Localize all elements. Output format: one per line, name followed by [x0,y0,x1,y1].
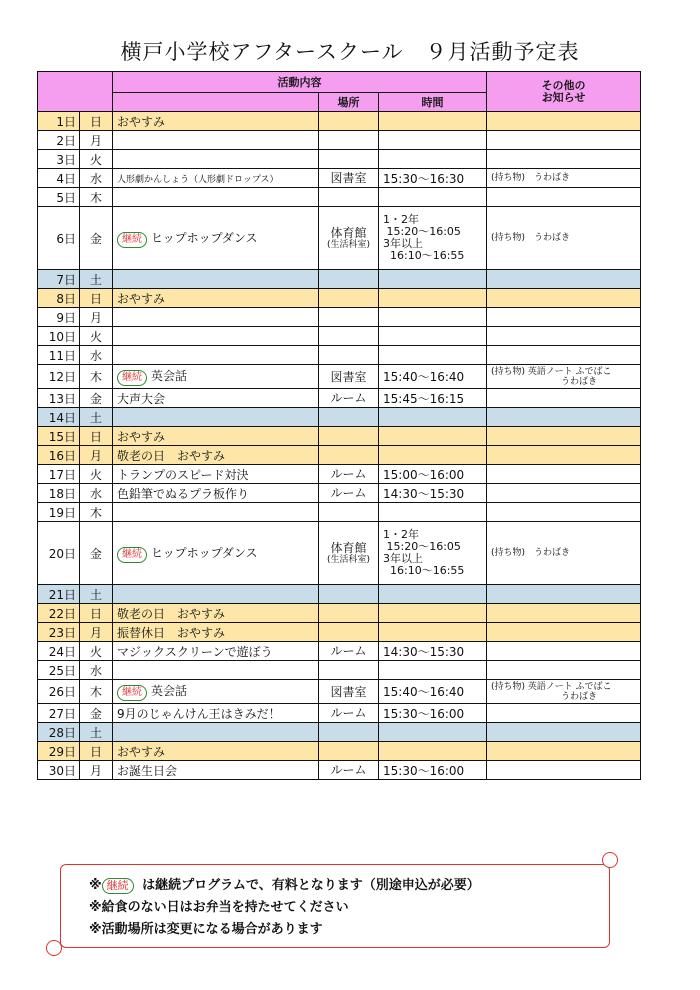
schedule-row [38,642,641,661]
schedule-row [38,661,641,680]
activity-cell [113,308,319,327]
date-cell: 9日 [38,308,80,327]
time-cell: 15:00〜16:00 [379,465,487,484]
time-line: 3年以上 [383,552,423,565]
time-cell: 15:30〜16:00 [379,761,487,780]
schedule-row [38,289,641,308]
note-cell [487,623,641,642]
time-cell: 14:30〜15:30 [379,642,487,661]
activity-cell [113,112,319,131]
activity-cell [113,289,319,308]
weekday-cell: 水 [80,169,113,188]
weekday-cell: 木 [80,365,113,389]
activity-text: 敬老の日 おやすみ [117,606,226,621]
weekday-cell: 土 [80,408,113,427]
place-cell [319,465,379,484]
activity-cell [113,188,319,207]
note-cell [487,112,641,131]
place-text: ルーム [330,706,367,720]
note-cell [487,289,641,308]
notes-scroll [52,858,612,950]
place-cell [319,585,379,604]
place-cell [319,680,379,704]
place-cell [319,408,379,427]
date-cell: 20日 [38,522,80,585]
note-cell [487,680,641,704]
activity-cell [113,408,319,427]
header-activity: 活動内容 [113,72,487,93]
weekday-cell: 金 [80,704,113,723]
activity-cell [113,661,319,680]
note-cell [487,704,641,723]
scroll-curl-top-right [602,852,618,868]
place-text: ルーム [330,486,367,500]
note-cell [487,446,641,465]
schedule-row [38,704,641,723]
schedule-row [38,742,641,761]
date-cell: 1日 [38,112,80,131]
date-cell: 25日 [38,661,80,680]
time-cell [379,604,487,623]
date-cell: 21日 [38,585,80,604]
activity-cell [113,465,319,484]
date-cell: 17日 [38,465,80,484]
schedule-row [38,308,641,327]
weekday-cell: 金 [80,522,113,585]
note-line-1 [89,875,480,897]
place-cell [319,623,379,642]
weekday-cell: 日 [80,604,113,623]
date-cell: 30日 [38,761,80,780]
schedule-row [38,408,641,427]
note-cell [487,389,641,408]
place-cell [319,723,379,742]
time-cell [379,112,487,131]
schedule-row [38,484,641,503]
date-cell: 2日 [38,131,80,150]
note-cell: (持ち物) うわばき [487,522,641,585]
time-cell: 15:30〜16:30 [379,169,487,188]
note-cell [487,484,641,503]
activity-cell [113,327,319,346]
note-prefix: ※ [89,878,102,893]
time-cell [379,522,487,585]
place-cell [319,308,379,327]
activity-text: ヒップホップダンス [151,545,258,560]
weekday-cell: 月 [80,308,113,327]
weekday-cell: 金 [80,207,113,270]
place-cell [319,604,379,623]
place-cell [319,270,379,289]
weekday-cell: 日 [80,289,113,308]
date-cell: 24日 [38,642,80,661]
weekday-cell: 火 [80,327,113,346]
place-cell [319,503,379,522]
activity-cell [113,522,319,585]
time-cell: 15:40〜16:40 [379,365,487,389]
place-cell [319,327,379,346]
weekday-cell: 土 [80,270,113,289]
date-cell: 10日 [38,327,80,346]
note-cell [487,661,641,680]
place-text: 体育館 [330,541,367,555]
date-cell: 26日 [38,680,80,704]
activity-cell [113,585,319,604]
header-time: 時間 [379,93,487,112]
time-cell [379,289,487,308]
date-cell: 8日 [38,289,80,308]
place-cell [319,169,379,188]
note-cell [487,270,641,289]
date-cell: 5日 [38,188,80,207]
activity-cell [113,131,319,150]
activity-cell [113,742,319,761]
note-line-2: ※給食のない日はお弁当を持たせてください [89,900,349,915]
time-cell [379,346,487,365]
place-text: 図書室 [330,684,367,699]
date-cell: 4日 [38,169,80,188]
schedule-row [38,503,641,522]
keizoku-badge: 継続 [102,878,134,894]
time-cell [379,150,487,169]
schedule-row [38,723,641,742]
place-cell [319,389,379,408]
time-cell: 15:45〜16:15 [379,389,487,408]
activity-cell [113,207,319,270]
activity-text: おやすみ [117,114,166,129]
weekday-cell: 火 [80,465,113,484]
time-cell: 15:40〜16:40 [379,680,487,704]
note-line-1-text: は継続プログラムで、有料となります（別途申込が必要） [137,878,480,893]
schedule-row [38,131,641,150]
date-cell: 22日 [38,604,80,623]
activity-cell [113,642,319,661]
note-cell [487,585,641,604]
activity-cell [113,723,319,742]
schedule-row [38,585,641,604]
note-cell [487,308,641,327]
place-cell [319,289,379,308]
schedule-row [38,112,641,131]
place-sub-text: (生活科室) [326,240,371,250]
time-line: 15:20〜16:05 [383,540,461,553]
schedule-body [38,112,641,780]
weekday-cell: 水 [80,484,113,503]
time-line: 1・2年 [383,528,419,541]
schedule-row [38,169,641,188]
date-cell: 13日 [38,389,80,408]
date-cell: 3日 [38,150,80,169]
note-cell: (持ち物) うわばき [487,207,641,270]
date-cell: 12日 [38,365,80,389]
activity-cell [113,604,319,623]
schedule-row [38,150,641,169]
note-cell [487,503,641,522]
time-cell [379,327,487,346]
activity-text: おやすみ [117,744,166,759]
header-place: 場所 [319,93,379,112]
note-line: うわばき [561,376,598,387]
activity-text: 大声大会 [117,391,166,406]
time-cell [379,427,487,446]
activity-text: おやすみ [117,291,166,306]
time-line: 16:10〜16:55 [383,564,465,577]
activity-cell [113,150,319,169]
time-line: 3年以上 [383,237,423,250]
activity-text: お誕生日会 [117,763,178,778]
date-cell: 6日 [38,207,80,270]
schedule-row [38,188,641,207]
time-cell [379,723,487,742]
page-title: 横戸小学校アフタースクール ９月活動予定表 [120,40,580,64]
place-cell [319,188,379,207]
notes-list [89,875,480,941]
header-other [487,72,641,112]
note-cell [487,131,641,150]
place-text: 体育館 [330,226,367,240]
weekday-cell: 火 [80,642,113,661]
weekday-cell: 金 [80,389,113,408]
date-cell: 28日 [38,723,80,742]
weekday-cell: 月 [80,761,113,780]
date-cell: 14日 [38,408,80,427]
schedule-table [37,71,641,780]
place-cell [319,346,379,365]
place-cell [319,131,379,150]
place-cell [319,207,379,270]
place-cell [319,522,379,585]
weekday-cell: 水 [80,661,113,680]
note-cell [487,427,641,446]
place-cell [319,365,379,389]
weekday-cell: 火 [80,150,113,169]
note-cell [487,188,641,207]
place-cell [319,446,379,465]
time-cell: 14:30〜15:30 [379,484,487,503]
place-cell [319,704,379,723]
weekday-cell: 月 [80,623,113,642]
note-cell: (持ち物) うわばき [487,169,641,188]
schedule-row [38,327,641,346]
time-cell [379,623,487,642]
activity-text: 9月のじゃんけん王はきみだ！ [117,706,281,721]
date-cell: 15日 [38,427,80,446]
date-cell: 19日 [38,503,80,522]
date-cell: 18日 [38,484,80,503]
note-cell [487,642,641,661]
place-cell [319,150,379,169]
activity-cell [113,446,319,465]
activity-cell [113,680,319,704]
weekday-cell: 日 [80,112,113,131]
time-cell [379,503,487,522]
note-line: (持ち物) 英語ノート ふでばこ [491,681,612,692]
keizoku-badge: 継続 [117,685,147,701]
activity-text: ヒップホップダンス [151,230,258,245]
schedule-row [38,465,641,484]
activity-text: マジックスクリーンで遊ぼう [117,644,273,659]
note-cell [487,604,641,623]
note-cell [487,723,641,742]
schedule-row [38,604,641,623]
time-cell [379,742,487,761]
time-cell [379,308,487,327]
time-cell [379,270,487,289]
weekday-cell: 日 [80,742,113,761]
time-cell: 15:30〜16:00 [379,704,487,723]
note-cell [487,365,641,389]
activity-text: おやすみ [117,429,166,444]
place-cell [319,112,379,131]
time-cell [379,408,487,427]
schedule-row [38,389,641,408]
note-cell [487,742,641,761]
keizoku-badge: 継続 [117,547,147,563]
schedule-row [38,207,641,270]
place-text: ルーム [330,644,367,658]
weekday-cell: 木 [80,188,113,207]
time-cell [379,131,487,150]
weekday-cell: 土 [80,585,113,604]
header-date [38,72,113,112]
activity-cell [113,503,319,522]
place-cell [319,642,379,661]
time-line: 1・2年 [383,213,419,226]
schedule-row [38,522,641,585]
place-text: 図書室 [330,369,367,384]
activity-text: 英会話 [151,684,188,698]
activity-cell [113,389,319,408]
note-line-3: ※活動場所は変更になる場合があります [89,922,323,937]
weekday-cell: 木 [80,503,113,522]
weekday-cell: 水 [80,346,113,365]
header-other-line2: お知らせ [541,90,586,104]
schedule-row [38,365,641,389]
time-cell [379,661,487,680]
date-cell: 29日 [38,742,80,761]
weekday-cell: 土 [80,723,113,742]
activity-text: 人形劇かんしょう（人形劇ドロップス） [117,175,279,185]
weekday-cell: 木 [80,680,113,704]
note-cell [487,346,641,365]
place-text: ルーム [330,467,367,481]
activity-text: 色鉛筆でぬるプラ板作り [117,486,250,501]
time-cell [379,207,487,270]
place-cell [319,742,379,761]
time-line: 15:20〜16:05 [383,225,461,238]
activity-text: トランプのスピード対決 [117,467,249,482]
note-cell [487,150,641,169]
activity-text: 英会話 [151,369,188,383]
schedule-row [38,427,641,446]
place-text: ルーム [330,763,367,777]
schedule-row [38,761,641,780]
header-activity-blank [113,93,319,112]
schedule-row [38,623,641,642]
place-cell [319,427,379,446]
scroll-curl-bottom-left [46,940,62,956]
header-other-line1: その他の [541,78,586,92]
schedule-row [38,680,641,704]
weekday-cell: 日 [80,427,113,446]
note-line: (持ち物) 英語ノート ふでばこ [491,366,612,377]
date-cell: 27日 [38,704,80,723]
place-text: ルーム [330,391,367,405]
keizoku-badge: 継続 [117,232,147,248]
date-cell: 7日 [38,270,80,289]
note-line: うわばき [561,691,598,702]
schedule-row [38,446,641,465]
note-cell [487,408,641,427]
date-cell: 23日 [38,623,80,642]
activity-cell [113,270,319,289]
time-cell [379,188,487,207]
notes-box [60,864,610,948]
activity-cell [113,365,319,389]
activity-cell [113,761,319,780]
time-cell [379,446,487,465]
place-sub-text: (生活科室) [326,555,371,565]
weekday-cell: 月 [80,131,113,150]
activity-cell [113,704,319,723]
note-cell [487,465,641,484]
schedule-row [38,270,641,289]
activity-cell [113,484,319,503]
note-cell [487,761,641,780]
activity-text: 振替休日 おやすみ [117,625,226,640]
activity-cell [113,346,319,365]
date-cell: 16日 [38,446,80,465]
time-line: 16:10〜16:55 [383,249,465,262]
activity-cell [113,427,319,446]
place-cell [319,661,379,680]
place-cell [319,484,379,503]
place-cell [319,761,379,780]
weekday-cell: 月 [80,446,113,465]
activity-cell [113,169,319,188]
activity-text: 敬老の日 おやすみ [117,448,226,463]
schedule-row [38,346,641,365]
time-cell [379,585,487,604]
place-text: 図書室 [330,171,367,185]
date-cell: 11日 [38,346,80,365]
activity-cell [113,623,319,642]
note-cell [487,327,641,346]
keizoku-badge: 継続 [117,370,147,386]
